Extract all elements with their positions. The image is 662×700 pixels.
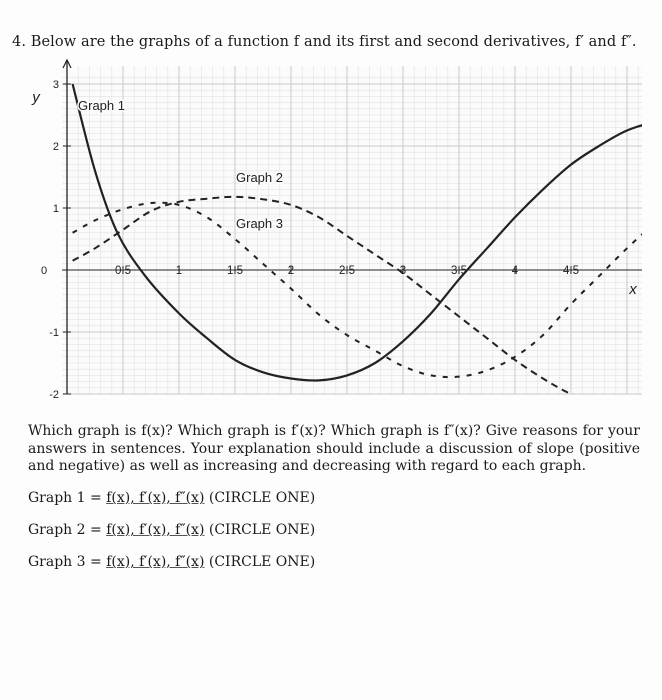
- y-tick-label: 3: [52, 79, 59, 91]
- answer-suffix: (CIRCLE ONE): [208, 490, 316, 506]
- answer-options[interactable]: f(x), f′(x), f″(x): [106, 490, 205, 506]
- x-tick-label: 2.5: [339, 265, 355, 277]
- x-tick-label: 2: [287, 265, 295, 277]
- answer-line-graph-3: [28, 552, 315, 584]
- answer-options[interactable]: f(x), f′(x), f″(x): [106, 554, 205, 570]
- answer-line-graph-2: [28, 520, 315, 552]
- answer-line-graph-1: [28, 488, 315, 520]
- x-tick-label: 3.5: [451, 265, 467, 277]
- x-tick-label: 3: [399, 265, 407, 277]
- answer-label: Graph 3 =: [28, 554, 102, 570]
- x-tick-label: 4.5: [563, 265, 579, 277]
- answer-suffix: (CIRCLE ONE): [208, 522, 316, 538]
- answer-list: [28, 488, 315, 584]
- question-text: Which graph is f(x)? Which graph is f′(x)? Which graph is f″(x)? Give reasons for your answers in sentences. Your explanation should include a discussion of slope (positive and negative) as well as increasing and decreasing with regard to each graph.: [28, 423, 640, 474]
- y-tick-label: 2: [52, 141, 59, 153]
- x-tick-label: 0.5: [115, 265, 131, 277]
- y-tick-label: -1: [49, 327, 59, 339]
- y-tick-label: 1: [52, 203, 59, 215]
- problem-statement: 4. Below are the graphs of a function f and its first and second derivatives, f′ and f″.: [12, 34, 637, 50]
- answer-options[interactable]: f(x), f′(x), f″(x): [106, 522, 205, 538]
- y-tick-label: 0: [40, 265, 48, 277]
- x-tick-label: 1.5: [227, 265, 243, 277]
- answer-suffix: (CIRCLE ONE): [208, 554, 316, 570]
- x-tick-label: 1: [175, 265, 183, 277]
- answer-label: Graph 1 =: [28, 490, 102, 506]
- graph-label-3: Graph 3: [236, 216, 283, 231]
- x-axis-label: x: [629, 281, 637, 298]
- x-tick-label: 4: [511, 265, 519, 277]
- answer-label: Graph 2 =: [28, 522, 102, 538]
- y-axis-label: y: [32, 89, 40, 106]
- graph-label-1: Graph 1: [78, 98, 125, 113]
- y-tick-label: -2: [49, 389, 59, 401]
- graph-label-2: Graph 2: [236, 170, 283, 185]
